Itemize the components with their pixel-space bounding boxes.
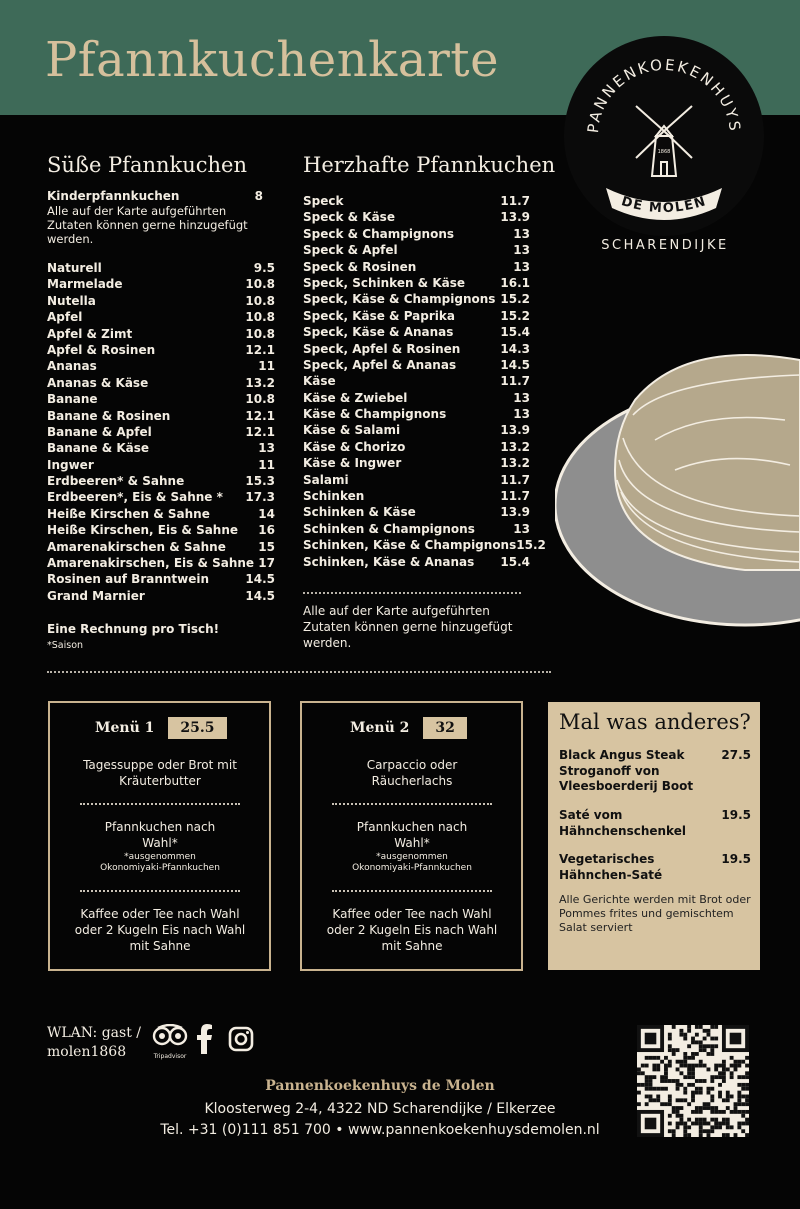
item-price: 13 xyxy=(513,243,530,258)
restaurant-name: Pannenkoekenhuys de Molen xyxy=(265,1078,495,1094)
item-price: 11 xyxy=(258,359,275,374)
item-price: 12.1 xyxy=(245,408,275,423)
menu-item-row xyxy=(47,457,275,473)
item-name: Speck & Champignons xyxy=(303,226,455,241)
item-name: Schinken, Käse & Champignons xyxy=(303,538,517,553)
menu-2-course-2: Pfannkuchen nach Wahl* xyxy=(356,820,468,850)
item-name: Erdbeeren*, Eis & Sahne * xyxy=(47,490,223,505)
sweet-section-title: Süße Pfannkuchen xyxy=(47,153,248,177)
menu-item-row xyxy=(47,571,275,587)
item-price: 10.8 xyxy=(245,392,275,407)
bill-note: Eine Rechnung pro Tisch! xyxy=(47,622,220,636)
divider xyxy=(332,803,492,805)
sweet-item-list xyxy=(47,260,275,604)
item-price: 15.2 xyxy=(516,538,546,553)
item-price: 8 xyxy=(254,189,263,203)
menu-1-price: 25.5 xyxy=(168,717,226,739)
menu-item-row xyxy=(303,554,530,570)
item-name: Nutella xyxy=(47,293,96,308)
item-name: Käse & Salami xyxy=(303,423,401,438)
menu-1-header xyxy=(95,717,227,739)
menu-item-row xyxy=(47,506,275,522)
menu-item-row xyxy=(303,521,530,537)
menu-1-course-3: Kaffee oder Tee nach Wahl oder 2 Kugeln Eis nach Wahl mit Sahne xyxy=(74,907,246,953)
tripadvisor-link[interactable] xyxy=(152,1024,188,1060)
item-price: 14.3 xyxy=(500,341,530,356)
divider xyxy=(80,803,240,805)
menu-item-row xyxy=(303,226,530,242)
item-name: Rosinen auf Branntwein xyxy=(47,572,210,587)
item-name: Salami xyxy=(303,472,349,487)
item-name: Apfel & Zimt xyxy=(47,326,133,341)
menu-item-row xyxy=(47,309,275,325)
item-price: 17.3 xyxy=(245,490,275,505)
menu-item-row xyxy=(303,275,530,291)
divider xyxy=(332,890,492,892)
item-price: 15.2 xyxy=(500,292,530,307)
menu-item-row xyxy=(303,259,530,275)
item-price: 11.7 xyxy=(500,194,530,208)
menu-item-row xyxy=(303,193,530,209)
menu-1-course-1: Tagessuppe oder Brot mit Kräuterbutter xyxy=(83,758,237,788)
qr-code-icon xyxy=(637,1025,749,1137)
item-price: 11.7 xyxy=(500,374,530,389)
menu-item-row xyxy=(47,522,275,538)
menu-1-course-2-note: *ausgenommen Okonomiyaki-Pfannkuchen xyxy=(100,852,220,873)
menu-item-row xyxy=(47,260,275,276)
menu-item-row xyxy=(303,390,530,406)
item-name: Ananas & Käse xyxy=(47,375,149,390)
item-name: Heiße Kirschen & Sahne xyxy=(47,506,210,521)
page-title: Pfannkuchenkarte xyxy=(45,32,499,88)
season-note: *Saison xyxy=(47,640,84,651)
menu-2-course-2-note: *ausgenommen Okonomiyaki-Pfannkuchen xyxy=(352,852,472,873)
menu-item-row xyxy=(303,488,530,504)
item-name: Apfel & Rosinen xyxy=(47,342,156,357)
facebook-link[interactable] xyxy=(196,1024,214,1058)
item-price: 13 xyxy=(513,226,530,241)
special-item-price: 19.5 xyxy=(721,852,751,866)
menu-item-row xyxy=(47,276,275,292)
wifi-info xyxy=(47,1024,141,1062)
item-name: Speck, Käse & Paprika xyxy=(303,308,455,323)
menu-item-row xyxy=(303,422,530,438)
menu-item-row xyxy=(47,440,275,456)
item-price: 13 xyxy=(513,521,530,536)
item-name: Ingwer xyxy=(47,457,94,472)
kids-note: Alle auf der Karte aufgeführten Zutaten können gerne hinzugefügt werden. xyxy=(47,204,248,247)
item-name: Speck & Apfel xyxy=(303,243,398,258)
menu-item-row xyxy=(47,489,275,505)
address: Kloosterweg 2-4, 4322 ND Scharendijke / Elkerzee xyxy=(204,1101,556,1117)
menu-2-header xyxy=(350,717,467,739)
item-name: Speck, Apfel & Rosinen xyxy=(303,341,461,356)
item-price: 16.1 xyxy=(500,275,530,290)
item-price: 14.5 xyxy=(500,357,530,372)
item-price: 15.2 xyxy=(500,308,530,323)
special-panel xyxy=(548,702,760,970)
menu-item-row xyxy=(47,342,275,358)
menu-item-row xyxy=(303,291,530,307)
item-name: Speck & Käse xyxy=(303,210,395,225)
item-price: 13 xyxy=(513,407,530,422)
item-name: Speck, Käse & Champignons xyxy=(303,292,496,307)
item-name: Banane & Apfel xyxy=(47,424,152,439)
savory-section-title: Herzhafte Pfannkuchen xyxy=(303,153,556,177)
menu-item-row xyxy=(47,188,275,204)
item-name: Grand Marnier xyxy=(47,588,145,603)
menu-2-course-3: Kaffee oder Tee nach Wahl oder 2 Kugeln Eis nach Wahl mit Sahne xyxy=(326,907,498,953)
item-price: 13 xyxy=(513,259,530,274)
special-item-price: 19.5 xyxy=(721,808,751,822)
special-item-price: 27.5 xyxy=(721,748,751,762)
item-name: Speck, Käse & Ananas xyxy=(303,325,454,340)
menu-item-row xyxy=(303,341,530,357)
menu-item-row xyxy=(47,375,275,391)
menu-item-row xyxy=(303,357,530,373)
item-price: 15.4 xyxy=(500,554,530,569)
item-price: 13.9 xyxy=(500,505,530,520)
item-name: Kinderpfannkuchen xyxy=(47,189,180,203)
item-price: 10.8 xyxy=(245,326,275,341)
item-name: Apfel xyxy=(47,310,83,325)
sweet-kids-block xyxy=(47,188,275,246)
item-name: Speck, Schinken & Käse xyxy=(303,275,465,290)
item-price: 11.7 xyxy=(500,472,530,487)
item-price: 17 xyxy=(258,556,275,571)
item-price: 14.5 xyxy=(245,572,275,587)
item-price: 13 xyxy=(513,390,530,405)
logo-badge xyxy=(564,36,764,236)
special-item-name: Vegetarisches Hähnchen-Saté xyxy=(559,852,663,882)
item-name: Speck & Rosinen xyxy=(303,259,417,274)
item-name: Banane & Käse xyxy=(47,441,150,456)
menu-item-row xyxy=(303,373,530,389)
section-divider xyxy=(47,671,551,673)
menu-2-label: Menü 2 xyxy=(350,720,410,736)
menu-item-row xyxy=(303,504,530,520)
logo-year: 1868 xyxy=(657,149,671,155)
menu-item-row xyxy=(303,439,530,455)
item-name: Schinken & Champignons xyxy=(303,521,475,536)
menu-item-row xyxy=(47,358,275,374)
wifi-line-1: WLAN: gast / xyxy=(47,1025,142,1041)
logo-ring-text: PANNENKOEKENHUYS xyxy=(583,55,745,134)
special-title: Mal was anderes? xyxy=(559,710,751,734)
special-item-name: Saté vom Hähnchenschenkel xyxy=(559,808,686,838)
menu-2-course-1: Carpaccio oder Räucherlachs xyxy=(366,758,458,788)
divider xyxy=(303,592,521,594)
menu-item-row xyxy=(303,242,530,258)
menu-item-row xyxy=(303,324,530,340)
menu-item-row xyxy=(47,391,275,407)
item-name: Ananas xyxy=(47,359,97,374)
menu-item-row xyxy=(303,455,530,471)
instagram-icon xyxy=(228,1026,254,1052)
item-price: 13.2 xyxy=(500,439,530,454)
item-price: 11 xyxy=(258,457,275,472)
item-name: Banane & Rosinen xyxy=(47,408,171,423)
item-name: Speck xyxy=(303,194,344,208)
item-price: 10.8 xyxy=(245,310,275,325)
svg-text:PANNENKOEKENHUYS xyxy=(584,56,744,134)
item-price: 12.1 xyxy=(245,342,275,357)
pancake-stack-illustration xyxy=(555,320,800,640)
item-price: 16 xyxy=(258,523,275,538)
menu-item-row xyxy=(47,555,275,571)
item-price: 15 xyxy=(258,539,275,554)
menu-item-row xyxy=(303,209,530,225)
item-name: Käse & Ingwer xyxy=(303,456,402,471)
menu-2-price: 32 xyxy=(423,717,466,739)
item-price: 14 xyxy=(258,506,275,521)
qr-code[interactable] xyxy=(637,1025,749,1137)
special-item-name: Black Angus Steak Stroganoff von Vleesboerderij Boot xyxy=(559,748,694,793)
item-name: Amarenakirschen & Sahne xyxy=(47,539,226,554)
tripadvisor-icon xyxy=(152,1024,188,1048)
item-name: Speck, Apfel & Ananas xyxy=(303,357,457,372)
menu-item-row xyxy=(47,424,275,440)
item-price: 10.8 xyxy=(245,277,275,292)
item-price: 15.3 xyxy=(245,474,275,489)
item-price: 13.2 xyxy=(500,456,530,471)
item-name: Marmelade xyxy=(47,277,123,292)
item-name: Heiße Kirschen, Eis & Sahne xyxy=(47,523,239,538)
menu-item-row xyxy=(47,408,275,424)
contact-info[interactable]: Tel. +31 (0)111 851 700 • www.pannenkoekenhuysdemolen.nl xyxy=(160,1122,600,1138)
item-price: 13.9 xyxy=(500,423,530,438)
item-price: 14.5 xyxy=(245,588,275,603)
item-price: 15.4 xyxy=(500,325,530,340)
item-price: 11.7 xyxy=(500,489,530,504)
item-name: Amarenakirschen, Eis & Sahne xyxy=(47,556,255,571)
tripadvisor-label: Tripadvisor xyxy=(153,1053,187,1060)
special-note: Alle Gerichte werden mit Brot oder Pommes frites und gemischtem Salat serviert xyxy=(559,893,751,934)
instagram-link[interactable] xyxy=(228,1026,254,1056)
logo-subtitle: SCHARENDIJKE xyxy=(601,238,729,253)
divider xyxy=(80,890,240,892)
facebook-icon xyxy=(196,1024,214,1054)
menu-item-row xyxy=(303,537,546,553)
wifi-line-2: molen1868 xyxy=(47,1044,127,1060)
savory-item-list xyxy=(303,193,546,570)
menu-item-row xyxy=(47,293,275,309)
item-price: 10.8 xyxy=(245,293,275,308)
menu-item-row xyxy=(303,472,530,488)
item-name: Käse & Champignons xyxy=(303,407,447,422)
item-name: Banane xyxy=(47,392,98,407)
item-name: Käse & Zwiebel xyxy=(303,390,408,405)
item-name: Käse xyxy=(303,374,336,389)
item-price: 12.1 xyxy=(245,424,275,439)
menu-item-row xyxy=(47,588,275,604)
menu-item-row xyxy=(303,406,530,422)
menu-item-row xyxy=(47,473,275,489)
item-name: Naturell xyxy=(47,261,102,275)
menu-1-course-2: Pfannkuchen nach Wahl* xyxy=(104,820,216,850)
menu-1-label: Menü 1 xyxy=(95,720,155,736)
item-price: 13.9 xyxy=(500,210,530,225)
item-name: Schinken xyxy=(303,489,365,504)
savory-note: Alle auf der Karte aufgeführten Zutaten können gerne hinzugefügt werden. xyxy=(303,604,513,650)
item-price: 13 xyxy=(258,441,275,456)
menu-item-row xyxy=(303,308,530,324)
logo-banner-text: DE MOLEN xyxy=(619,194,709,217)
menu-item-row xyxy=(47,326,275,342)
item-name: Schinken, Käse & Ananas xyxy=(303,554,475,569)
item-price: 9.5 xyxy=(253,261,275,275)
menu-item-row xyxy=(47,539,275,555)
item-price: 13.2 xyxy=(245,375,275,390)
item-name: Käse & Chorizo xyxy=(303,439,406,454)
windmill-logo-icon xyxy=(564,36,764,236)
item-name: Erdbeeren* & Sahne xyxy=(47,474,185,489)
item-name: Schinken & Käse xyxy=(303,505,416,520)
